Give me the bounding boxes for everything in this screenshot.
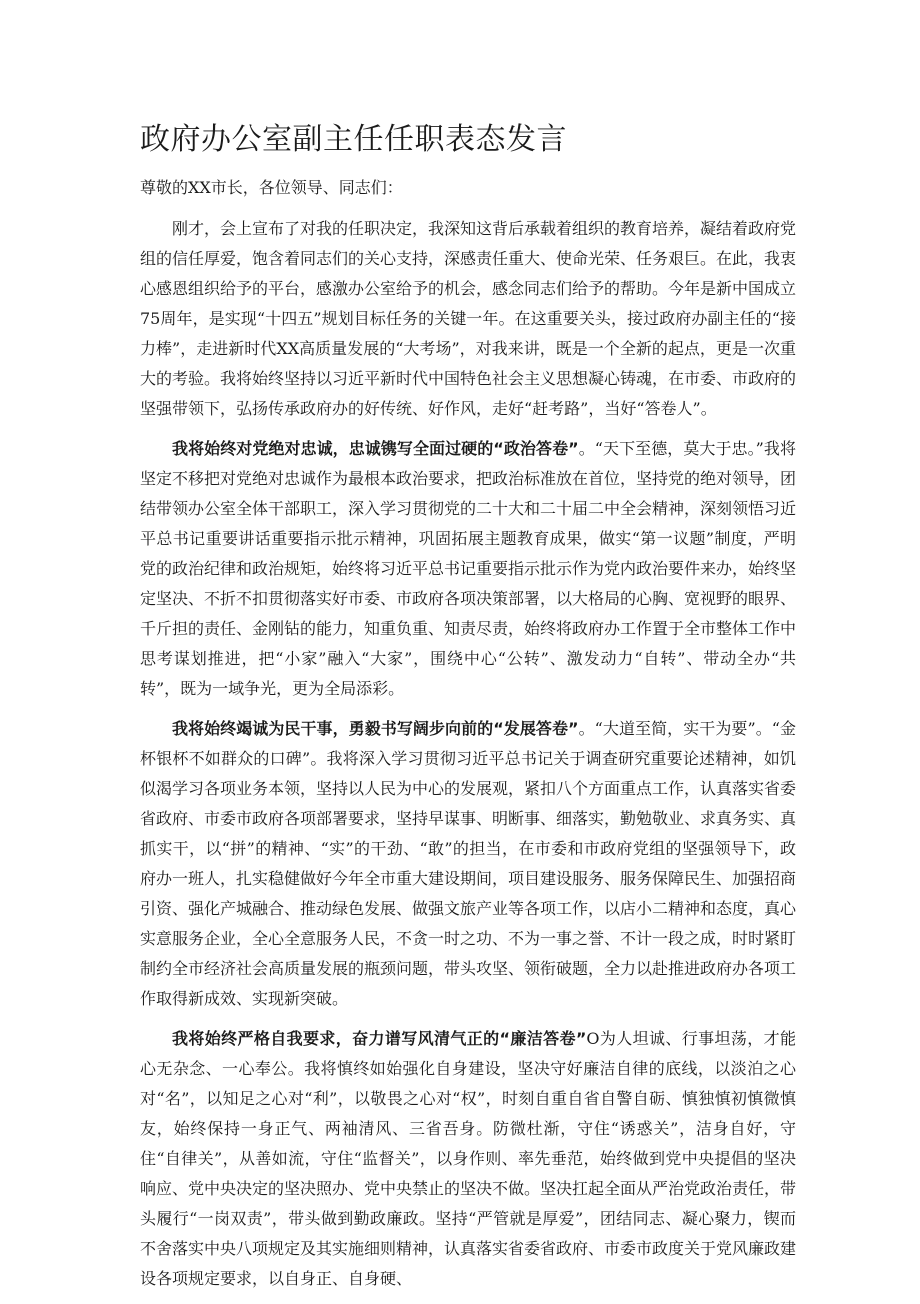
paragraph-heading: 我将始终严格自我要求，奋力谱写风清气正的“廉洁答卷” (172, 1029, 587, 1048)
document-title: 政府办公室副主任任职表态发言 (140, 122, 567, 157)
paragraph-development (140, 714, 796, 1014)
paragraph-political (140, 434, 796, 704)
paragraph-integrity (140, 1024, 796, 1294)
paragraph-text: 刚才，会上宣布了对我的任职决定，我深知这背后承载着组织的教育培养，凝结着政府党组的信任厚爱，饱含着同志们的关心支持，深感责任重大、使命光荣、任务艰巨。在此，我衷心感恩组织给予的平台，感激办公室给予的机会，感念同志们给予的帮助。今年是新中国成立75周年，是实现“十四五”规划目标任务的关键一年。在这重要关头，接过政府办副主任的“接力棒”，走进新时代XX高质量发展的“大考场”，对我来讲，既是一个全新的起点，更是一次重大的考验。我将始终坚持以习近平新时代中国特色社会主义思想凝心铸魂，在市委、市政府的坚强带领下，弘扬传承政府办的好传统、好作风，走好“赶考路”，当好“答卷人”。 (140, 219, 797, 418)
paragraph-heading: 我将始终对党绝对忠诚，忠诚镌写全面过硬的“政治答卷” (172, 439, 579, 458)
paragraph-text: 。“天下至德，莫大于忠。”我将坚定不移把对党绝对忠诚作为最根本政治要求，把政治标准放在首位，坚持党的绝对领导，团结带领办公室全体干部职工，深入学习贯彻党的二十大和二十届二中全会精神，深刻领悟习近平总书记重要讲话重要指示批示精神，巩固拓展主题教育成果，做实“第一议题”制度，严明党的政治纪律和政治规矩，始终将习近平总书记重要指示批示作为党内政治要件来办，始终坚定坚决、不折不扣贯彻落实好市委、市政府各项决策部署，以大格局的心胸、宽视野的眼界、千斤担的责任、金刚钻的能力，知重负重、知责尽责，始终将政府办工作置于全市整体工作中思考谋划推进，把“小家”融入“大家”，围绕中心“公转”、激发动力“自转”、带动全办“共转”，既为一域争光，更为全局添彩。 (140, 439, 797, 698)
paragraph-heading: 我将始终竭诚为民干事，勇毅书写阔步向前的“发展答卷” (172, 719, 579, 738)
document-page (140, 120, 796, 1304)
paragraph-intro (140, 214, 796, 424)
salutation: 尊敬的XX市长，各位领导、同志们： (140, 178, 403, 197)
paragraph-text: O为人坦诚、行事坦荡，才能心无杂念、一心奉公。我将慎终如始强化自身建设，坚决守好廉洁自律的底线，以淡泊之心对“名”，以知足之心对“利”，以敬畏之心对“权”，时刻自重自省自警自砺、慎独慎初慎微慎友，始终保持一身正气、两袖清风、三省吾身。防微杜渐，守住“诱惑关”，洁身自好，守住“自律关”，从善如流，守住“监督关”，以身作则、率先垂范，始终做到党中央提倡的坚决响应、党中央决定的坚决照办、党中央禁止的坚决不做。坚决扛起全面从严治党政治责任，带头履行“一岗双责”，带头做到勤政廉政。坚持“严管就是厚爱”，团结同志、凝心聚力，锲而不舍落实中央八项规定及其实施细则精神，认真落实省委省政府、市委市政度关于党风廉政建设各项规定要求，以自身正、自身硬、 (140, 1029, 797, 1288)
paragraph-text: 。“大道至简，实干为要”。“金杯银杯不如群众的口碑”。我将深入学习贯彻习近平总书记关于调查研究重要论述精神，如饥似渴学习各项业务本领，坚持以人民为中心的发展观，紧扣八个方面重点工作，认真落实省委省政府、市委市政府各项部署要求，坚持早谋事、明断事、细落实，勤勉敬业、求真务实、真抓实干，以“拼”的精神、“实”的干劲、“敢”的担当，在市委和市政府党组的坚强领导下，政府办一班人，扎实稳健做好今年全市重大建设期间，项目建设服务、服务保障民生、加强招商引资、强化产城融合、推动绿色发展、做强文旅产业等各项工作，以店小二精神和态度，真心实意服务企业，全心全意服务人民，不贪一时之功、不为一事之誉、不计一段之成，时时紧盯制约全市经济社会高质量发展的瓶颈问题，带头攻坚、领衔破题，全力以赴推进政府办各项工作取得新成效、实现新突破。 (140, 719, 797, 1008)
